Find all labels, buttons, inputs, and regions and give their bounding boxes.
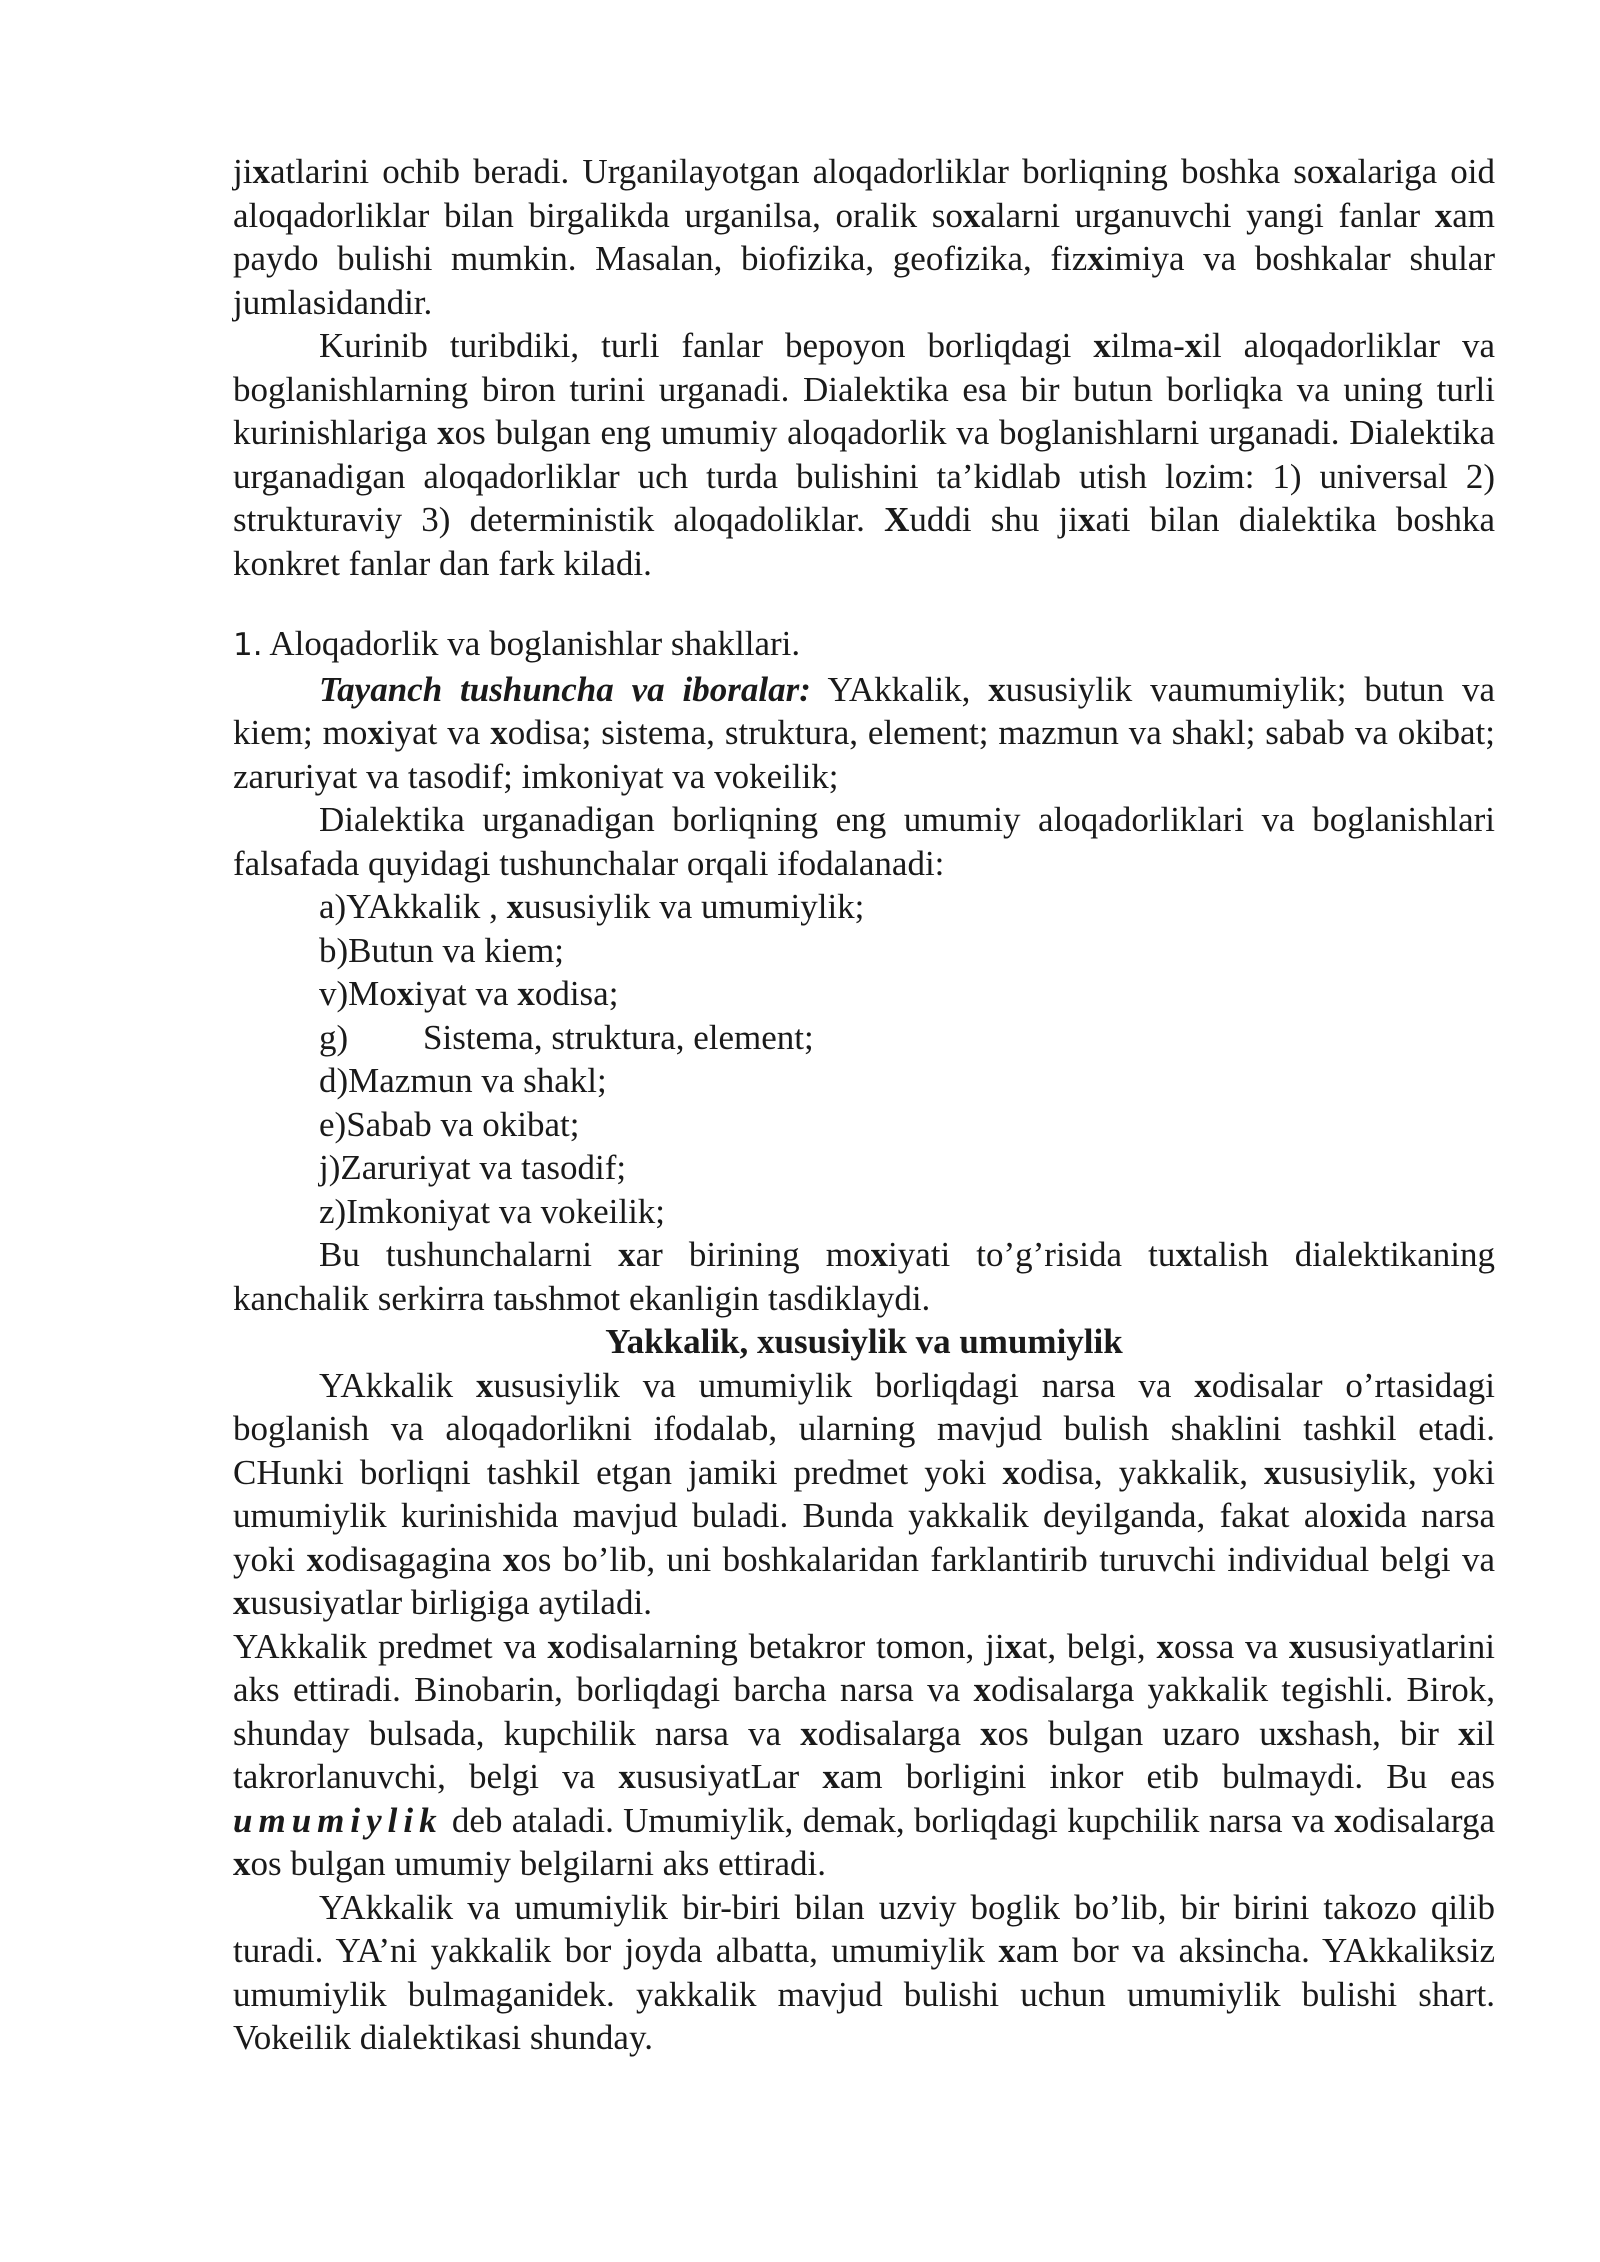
list-item-z: z)Imkoniyat va vokeilik; [319, 1191, 666, 1231]
spacer [233, 585, 1495, 622]
list-item-j: j)Zaruriyat va tasodif; [319, 1148, 627, 1187]
section-heading [233, 622, 1495, 668]
paragraph-7: YAkkalik predmet va xodisalarning betakror tomon, jixat, belgi, xossa va xususiyatlarini aks ettiradi. Binobarin, borliqdagi barcha narsa va xodisalarga yakkalik tegishli. Birok, shunday bulsada, kupchilik narsa va xodisalarga xos bulgan uzaro uxshash, bir xil takrorlanuvchi, belgi va xususiyatLar xam borligini inkor etib bulmaydi. Bu eas umumiylik deb ataladi. Umumiylik, demak, borliqdagi kupchilik narsa va xodisalarga xos bulgan umumiy belgilarni aks ettiradi. [233, 1626, 1496, 1883]
paragraph-5: Bu tushunchalarni xar birining moxiyati to’g’risida tuxtalish dialektikaning kanchalik serkirra taьshmot ekanligin tasdiklaydi. [233, 1235, 1495, 1318]
section-heading-text: Aloqadorlik va boglanishlar shakllari. [269, 624, 801, 663]
paragraph-1: jixatlarini ochib beradi. Urganilayotgan aloqadorliklar borliqning boshka soxalariga oid aloqadorliklar bilan birgalikda urganilsa, oralik soxalarni urganuvchi yangi fanlar xam paydo bulishi mumkin. Masalan, biofizika, geofizika, fizximiya va boshkalar shular jumlasidandir. [233, 152, 1495, 322]
section-number: 1. [233, 627, 263, 663]
paragraph-2: Kurinib turibdiki, turli fanlar bepoyon borliqdagi xilma-xil aloqadorliklar va boglanishlarning biron turini urganadi. Dialektika esa bir butun borliqka va uning turli kurinishlariga xos bulgan eng umumiy aloqadorlik va boglanishlarni urganadi. Dialektika urganadigan aloqadorliklar uch turda bulishini ta’kidlab utish lozim: 1) universal 2) strukturaviy 3) deterministik aloqadoliklar. Xuddi shu jixati bilan dialektika boshka konkret fanlar dan fark kiladi. [233, 326, 1496, 583]
paragraph-6: YAkkalik xususiylik va umumiylik borliqdagi narsa va xodisalar o’rtasidagi boglanish va aloqadorlikni ifodalab, ularning mavjud bulish shaklini tashkil etadi. CHunki borliqni tashkil etgan jamiki predmet yoki xodisa, yakkalik, xususiylik, yoki umumiylik kurinishida mavjud buladi. Bunda yakkalik deyilganda, fakat aloxida narsa yoki xodisagagina xos bo’lib, uni boshkalaridan farklantirib turuvchi individual belgi va xususiyatlar birligiga aytiladi. [233, 1365, 1496, 1622]
concept-list [233, 885, 1495, 1233]
document-page [233, 150, 1495, 2060]
list-item-g: g) Sistema, struktura, element; [319, 1017, 814, 1057]
paragraph-8: YAkkalik va umumiylik bir-biri bilan uzviy boglik bo’lib, bir birini takozo qilib turadi. YA’ni yakkalik bor joyda albatta, umumiylik xam bor va aksincha. YAkkaliksiz umumiylik bulmaganidek. yakkalik mavjud bulishi uchun umumiylik bulishi shart. Vokeilik dialektikasi shunday. [233, 1887, 1495, 2057]
paragraph-4: Dialektika urganadigan borliqning eng umumiy aloqadorliklari va boglanishlari falsafada quyidagi tushunchalar orqali ifodalanadi: [233, 800, 1495, 883]
paragraph-key-terms: Tayanch tushuncha va iboralar: YAkkalik, xususiylik vaumumiylik; butun va kiem; moxiyat va xodisa; sistema, struktura, element; mazmun va shakl; sabab va okibat; zaruriyat va tasodif; imkoniyat va vokeilik; [233, 669, 1495, 796]
key-terms-label: Tayanch tushuncha va iboralar: [319, 669, 811, 709]
list-item-v: v)Moxiyat va xodisa; [319, 974, 619, 1013]
section-title: Yakkalik, xususiylik va umumiylik [605, 1322, 1123, 1361]
list-item-e: e)Sabab va okibat; [319, 1104, 580, 1144]
list-item-a: a)YAkkalik , xususiylik va umumiylik; [319, 887, 865, 926]
list-item-b: b)Butun va kiem; [319, 930, 564, 970]
list-item-d: d)Mazmun va shakl; [319, 1061, 607, 1100]
emphasized-term: umumiylik [233, 1800, 443, 1840]
